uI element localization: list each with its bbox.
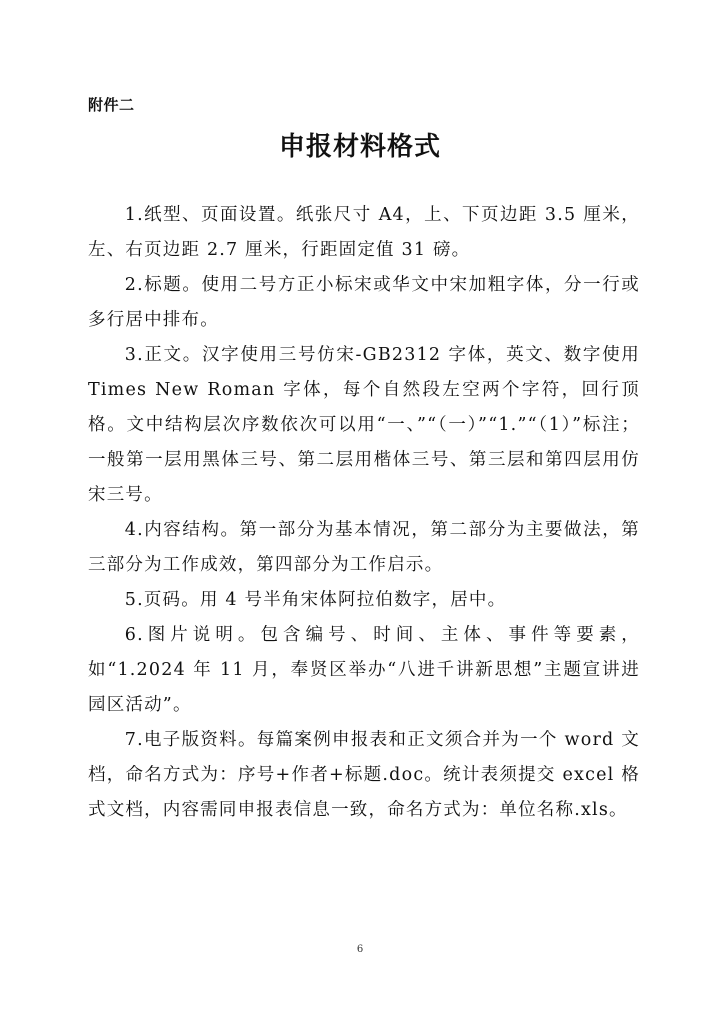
attachment-label: 附件二	[88, 96, 135, 114]
page-title: 申报材料格式	[278, 132, 441, 162]
paragraph-title-format: 2.标题。使用二号方正小标宋或华文中宋加粗字体，分一行或多行居中排布。	[88, 275, 640, 330]
paragraph-image-caption: 6.图片说明。包含编号、时间、主体、事件等要素，如“1.2024 年 11 月，奉贤区举办“八进千讲新思想”主题宣讲进园区活动”。	[88, 625, 640, 715]
document-body	[88, 198, 640, 828]
paragraph-page-number: 5.页码。用 4 号半角宋体阿拉伯数字，居中。	[124, 590, 507, 610]
page-number: 6	[356, 944, 364, 955]
paragraph-electronic-files: 7.电子版资料。每篇案例申报表和正文须合并为一个 word 文档，命名方式为：序号+作者+标题.doc。统计表须提交 excel 格式文档，内容需同申报表信息一致，命名方式为：单位名称.xls。	[88, 730, 640, 820]
paragraph-paper-settings: 1.纸型、页面设置。纸张尺寸 A4，上、下页边距 3.5 厘米，左、右页边距 2.7 厘米，行距固定值 31 磅。	[88, 205, 640, 260]
paragraph-content-structure: 4.内容结构。第一部分为基本情况，第二部分为主要做法，第三部分为工作成效，第四部分为工作启示。	[88, 520, 640, 575]
paragraph-body-text: 3.正文。汉字使用三号仿宋-GB2312 字体，英文、数字使用 Times New Roman 字体，每个自然段左空两个字符，回行顶格。文中结构层次序数依次可以用“一、”“（一）”“1.”“（1）”标注；一般第一层用黑体三号、第二层用楷体三号、第三层和第四层用仿宋三号。	[88, 345, 640, 505]
